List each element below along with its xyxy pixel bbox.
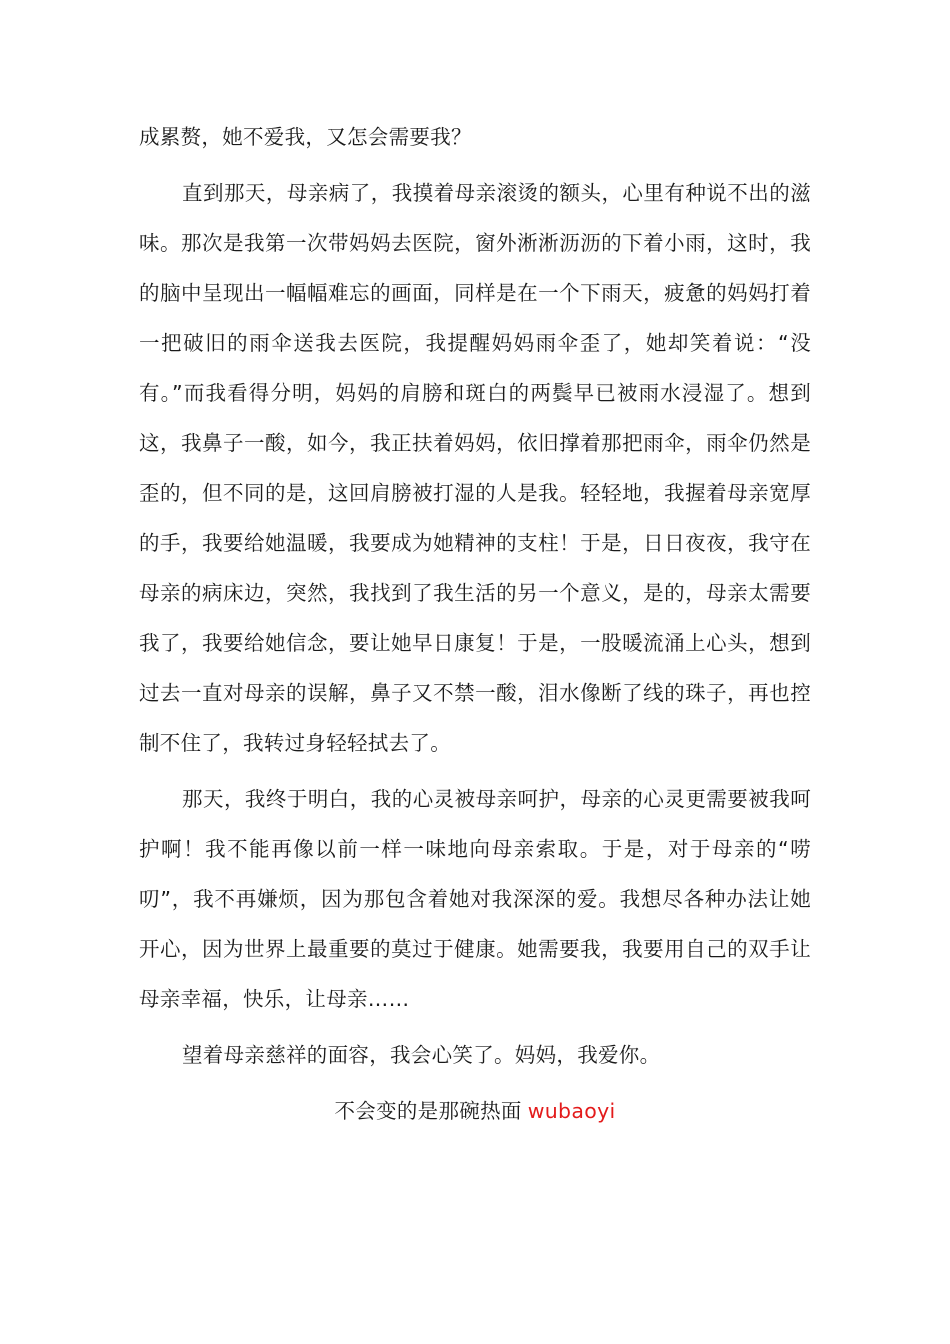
paragraph-closing: 望着母亲慈祥的面容，我会心笑了。妈妈，我爱你。 — [182, 1043, 661, 1067]
document-body — [139, 112, 811, 1136]
paragraph-realization: 那天，我终于明白，我的心灵被母亲呵护，母亲的心灵更需要被我呵护啊！我不能再像以前一样一味地向母亲索取。于是，对于母亲的“唠叨”，我不再嫌烦，因为那包含着她对我深深的爱。我想尽各种办法让她开心，因为世界上最重要的莫过于健康。她需要我，我要用自己的双手让母亲幸福，快乐，让母亲…… — [139, 787, 811, 1011]
next-article-title-text: 不会变的是那碗热面 — [334, 1099, 522, 1123]
paragraph-continuation: 成累赘，她不爱我，又怎会需要我？ — [139, 125, 472, 149]
next-article-title — [139, 1086, 811, 1136]
brand-watermark-text: wubaoyi — [527, 1099, 616, 1123]
paragraph-mother-sick: 直到那天，母亲病了，我摸着母亲滚烫的额头，心里有种说不出的滋味。那次是我第一次带妈妈去医院，窗外淅淅沥沥的下着小雨，这时，我的脑中呈现出一幅幅难忘的画面，同样是在一个下雨天，疲惫的妈妈打着一把破旧的雨伞送我去医院，我提醒妈妈雨伞歪了，她却笑着说：“没有。”而我看得分明，妈妈的肩膀和斑白的两鬓早已被雨水浸湿了。想到这，我鼻子一酸，如今，我正扶着妈妈，依旧撑着那把雨伞，雨伞仍然是歪的，但不同的是，这回肩膀被打湿的人是我。轻轻地，我握着母亲宽厚的手，我要给她温暖，我要成为她精神的支柱！于是，日日夜夜，我守在母亲的病床边，突然，我找到了我生活的另一个意义，是的，母亲太需要我了，我要给她信念，要让她早日康复！于是，一股暖流涌上心头，想到过去一直对母亲的误解，鼻子又不禁一酸，泪水像断了线的珠子，再也控制不住了，我转过身轻轻拭去了。 — [139, 181, 811, 755]
